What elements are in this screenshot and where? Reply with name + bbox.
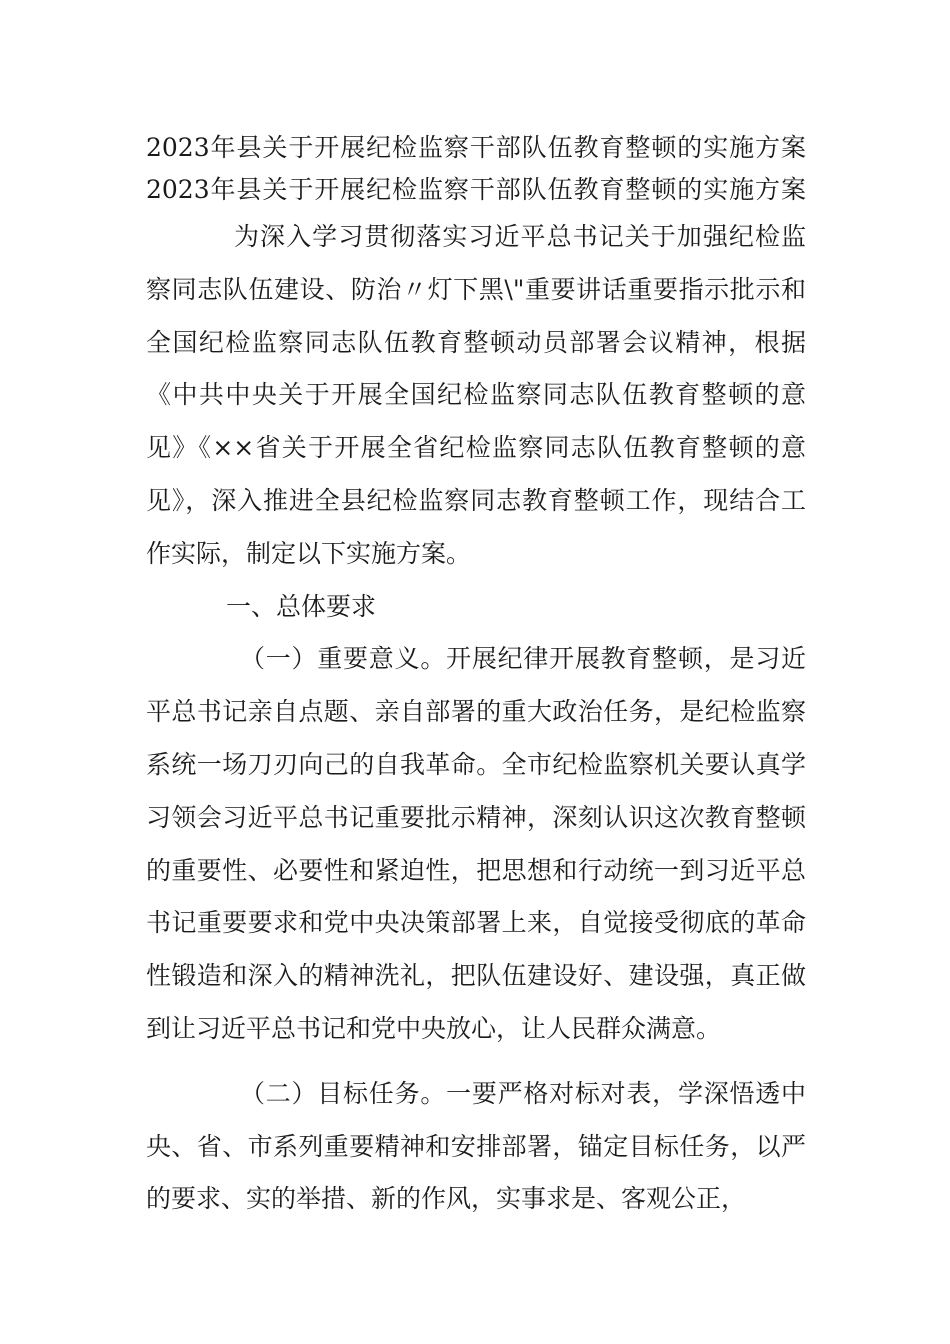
document-title: 2023年县关于开展纪检监察干部队伍教育整顿的实施方案 [146,133,806,162]
section-heading-overall-requirements: 一、总体要求 [226,591,377,621]
document-body [146,127,806,1226]
intro-paragraph: 为深入学习贯彻落实习近平总书记关于加强纪检监察同志队伍建设、防治〃灯下黑\"重要讲话重要指示批示和全国纪检监察同志队伍教育整顿动员部署会议精神，根据《中共中央关于开展全国纪检监察同志队伍教育整顿的意见》《××省关于开展全省纪检监察同志队伍教育整顿的意见》，深入推进全县纪检监察同志教育整顿工作，现结合工作实际，制定以下实施方案。 [146,222,806,568]
paragraph-significance: （一）重要意义。开展纪律开展教育整顿，是习近平总书记亲自点题、亲自部署的重大政治任务，是纪检监察系统一场刀刃向己的自我革命。全市纪检监察机关要认真学习领会习近平总书记重要批示精神，深刻认识这次教育整顿的重要性、必要性和紧迫性，把思想和行动统一到习近平总书记重要要求和党中央决策部署上来，自觉接受彻底的革命性锻造和深入的精神洗礼，把队伍建设好、建设强，真正做到让习近平总书记和党中央放心，让人民群众满意。 [146,644,806,1043]
paragraph-objectives: （二）目标任务。一要严格对标对表，学深悟透中央、省、市系列重要精神和安排部署，锚定目标任务，以严的要求、实的举措、新的作风，实事求是、客观公正， [146,1078,806,1214]
document-title-repeat: 2023年县关于开展纪检监察干部队伍教育整顿的实施方案 [146,175,806,204]
